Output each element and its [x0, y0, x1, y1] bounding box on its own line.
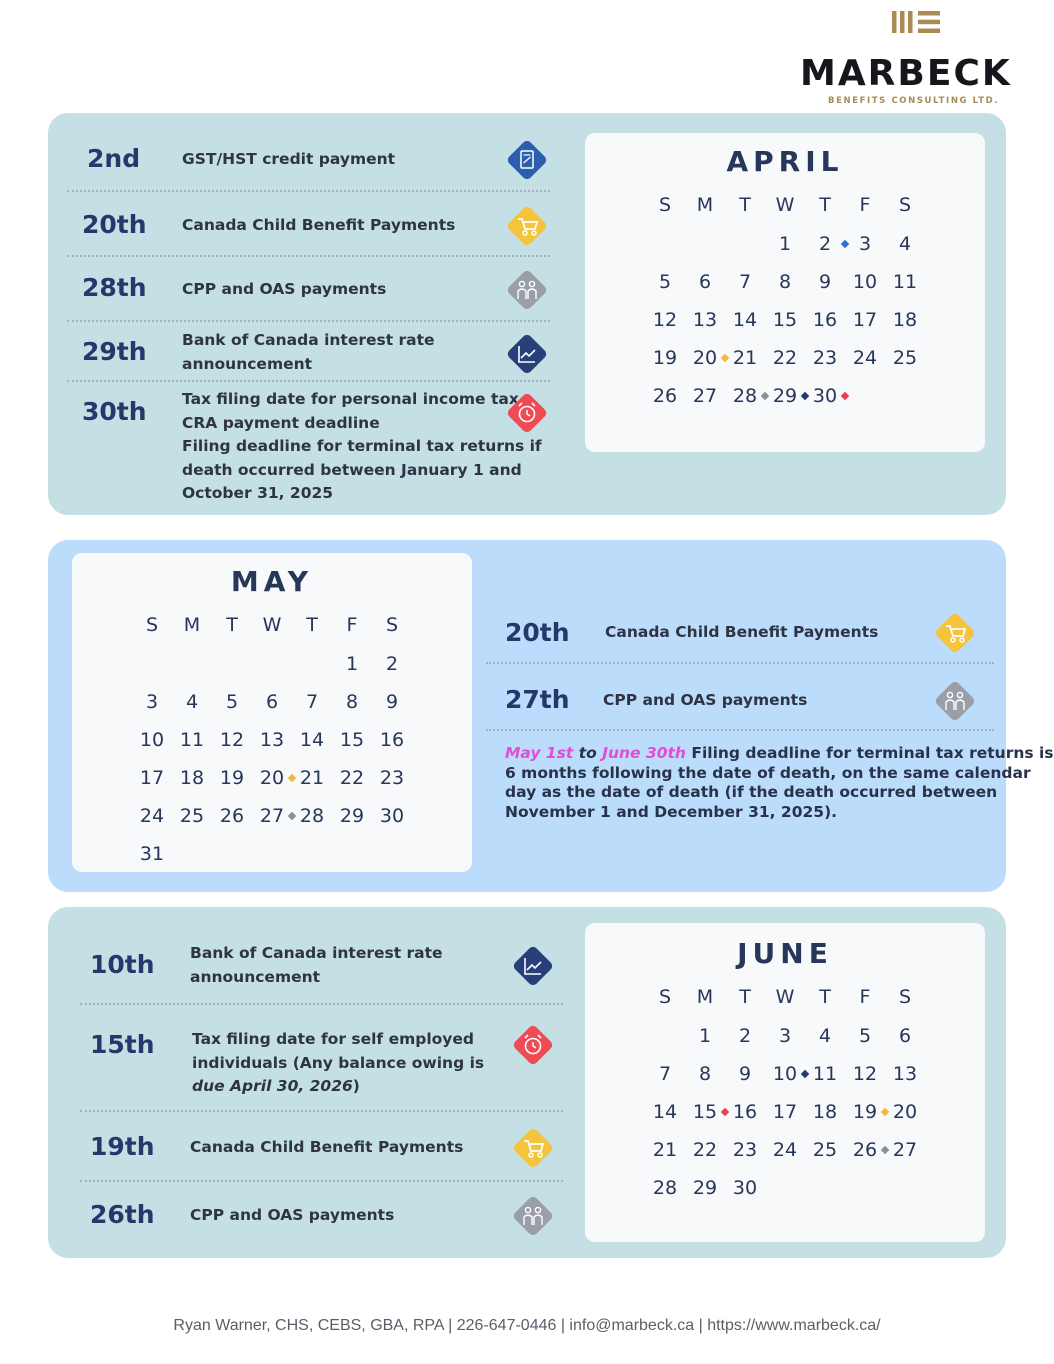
calendar-day: 3	[145, 691, 159, 713]
calendar-day: 28	[299, 805, 325, 827]
calendar-day: 26	[652, 385, 678, 407]
calendar-day: 3	[858, 233, 872, 255]
event-date: 28th	[82, 273, 147, 302]
calendar-month-title: JUNE	[737, 937, 833, 970]
calendar-day: 9	[738, 1063, 752, 1085]
seniors-icon	[502, 265, 552, 315]
event-description: GST/HST credit payment	[182, 150, 396, 168]
calendar-day: 11	[812, 1063, 838, 1085]
event-description: Canada Child Benefit Payments	[182, 216, 456, 234]
calendar-day: 18	[179, 767, 205, 789]
calendar-day: 8	[345, 691, 359, 713]
chart-trend-icon	[508, 941, 558, 991]
event-description: Bank of Canada interest rate announcement	[182, 331, 435, 373]
event-date: 20th	[82, 210, 147, 239]
calendar-day: 13	[692, 309, 718, 331]
calendar-day: 17	[852, 309, 878, 331]
divider	[486, 729, 994, 731]
event-description: CPP and OAS payments	[603, 691, 808, 709]
divider	[80, 1003, 563, 1005]
calendar-day: 14	[732, 309, 758, 331]
weekday-label: F	[859, 986, 871, 1008]
calendar-day: 21	[652, 1139, 678, 1161]
calendar-day: 17	[772, 1101, 798, 1123]
event-date: 10th	[90, 950, 155, 979]
calendar-grid	[645, 979, 925, 1207]
footer-contact: Ryan Warner, CHS, CEBS, GBA, RPA | 226-647-0446 | info@marbeck.ca | https://www.marbeck.ca/	[173, 1317, 881, 1334]
calendar-day: 28	[725, 377, 765, 415]
calendar-day: 18	[812, 1101, 838, 1123]
weekday-label: W	[262, 614, 282, 636]
weekday-label: S	[145, 614, 159, 636]
weekday-label: M	[183, 614, 201, 636]
calendar-day: 22	[772, 347, 798, 369]
divider	[67, 190, 550, 192]
calendar-day: 5	[858, 1025, 872, 1047]
event-date: 19th	[90, 1132, 155, 1161]
calendar-day: 12	[852, 1063, 878, 1085]
calendar-day: 3	[778, 1025, 792, 1047]
april-calendar	[585, 133, 985, 452]
event-marker	[841, 392, 849, 400]
calendar-empty-cell	[725, 225, 765, 263]
divider	[80, 1110, 563, 1112]
calendar-day: 25	[892, 347, 918, 369]
calendar-day: 30	[732, 1177, 758, 1199]
calendar-day: 4	[185, 691, 199, 713]
calendar-day: 20	[892, 1101, 918, 1123]
weekday-label: T	[226, 614, 238, 636]
divider	[486, 662, 994, 664]
calendar-day: 9	[818, 271, 832, 293]
weekday-label: S	[898, 194, 912, 216]
alarm-clock-icon	[508, 1020, 558, 1070]
calendar-day: 30	[805, 377, 845, 415]
weekday-label: T	[306, 614, 318, 636]
calendar-day: 16	[812, 309, 838, 331]
chart-trend-icon	[502, 329, 552, 379]
event-date: 2nd	[87, 144, 141, 173]
calendar-day: 23	[379, 767, 405, 789]
terminal-return-note: May 1st to June 30th Filing deadline for terminal tax returns is 6 months following the date of death, on the same calendar day as the date of death (if the death occurred between November 1 and December 31, 2025).	[505, 744, 1054, 821]
calendar-day: 13	[892, 1063, 918, 1085]
event-date: 15th	[90, 1030, 155, 1059]
calendar-day: 5	[225, 691, 239, 713]
event-date: 20th	[505, 618, 570, 647]
weekday-label: W	[775, 986, 795, 1008]
weekday-label: S	[898, 986, 912, 1008]
calendar-empty-cell	[132, 645, 172, 683]
calendar-day: 22	[692, 1139, 718, 1161]
calendar-day: 31	[139, 843, 165, 865]
calendar-day: 8	[778, 271, 792, 293]
calendar-day: 12	[652, 309, 678, 331]
calendar-day: 2	[385, 653, 399, 675]
calendar-month-title: MAY	[230, 565, 314, 598]
calendar-empty-cell	[645, 1017, 685, 1055]
weekday-label: F	[859, 194, 871, 216]
calendar-day: 15	[772, 309, 798, 331]
calendar-day: 7	[658, 1063, 672, 1085]
calendar-day: 12	[219, 729, 245, 751]
weekday-label: T	[819, 986, 831, 1008]
brand-name: MARBECK	[800, 53, 1012, 94]
calendar-grid	[645, 187, 925, 415]
alarm-clock-icon	[502, 388, 552, 438]
calendar-day: 24	[852, 347, 878, 369]
calendar-day: 10	[852, 271, 878, 293]
calendar-empty-cell	[252, 645, 292, 683]
calendar-empty-cell	[685, 225, 725, 263]
marbeck-logo-mark-icon	[880, 10, 940, 34]
calendar-day: 1	[778, 233, 792, 255]
calendar-day: 20	[252, 759, 292, 797]
event-description: Tax filing date for self employed individuals (Any balance owing is due April 30, 2026)	[192, 1030, 485, 1095]
weekday-label: M	[696, 194, 714, 216]
calendar-day: 22	[339, 767, 365, 789]
event-description: Canada Child Benefit Payments	[190, 1138, 464, 1156]
calendar-day: 25	[812, 1139, 838, 1161]
calendar-day: 10	[139, 729, 165, 751]
calendar-grid	[132, 607, 412, 873]
weekday-label: T	[739, 194, 751, 216]
calendar-day: 15	[339, 729, 365, 751]
calendar-day: 25	[179, 805, 205, 827]
stroller-icon	[508, 1123, 558, 1173]
weekday-label: T	[739, 986, 751, 1008]
calendar-day: 29	[692, 1177, 718, 1199]
calendar-day: 2	[805, 225, 845, 263]
calendar-day: 4	[898, 233, 912, 255]
calendar-day: 27	[892, 1139, 918, 1161]
calendar-day: 29	[765, 377, 805, 415]
weekday-label: S	[658, 194, 672, 216]
calendar-day: 6	[698, 271, 712, 293]
divider	[67, 380, 550, 382]
calendar-day: 4	[818, 1025, 832, 1047]
calendar-day: 9	[385, 691, 399, 713]
event-date: 26th	[90, 1200, 155, 1229]
calendar-day: 23	[812, 347, 838, 369]
calendar-day: 27	[692, 385, 718, 407]
calendar-day: 11	[179, 729, 205, 751]
calendar-empty-cell	[292, 645, 332, 683]
weekday-label: M	[696, 986, 714, 1008]
seniors-icon	[508, 1191, 558, 1241]
calendar-day: 20	[685, 339, 725, 377]
divider	[80, 1180, 563, 1182]
calendar-day: 5	[658, 271, 672, 293]
calendar-day: 1	[345, 653, 359, 675]
calendar-day: 23	[732, 1139, 758, 1161]
june-calendar	[585, 923, 985, 1242]
divider	[67, 320, 550, 322]
calendar-empty-cell	[645, 225, 685, 263]
calendar-day: 24	[139, 805, 165, 827]
weekday-label: S	[658, 986, 672, 1008]
calendar-month-title: APRIL	[726, 145, 844, 178]
calendar-day: 1	[698, 1025, 712, 1047]
calendar-day: 16	[732, 1101, 758, 1123]
calendar-day: 6	[898, 1025, 912, 1047]
seniors-icon	[930, 676, 980, 726]
stroller-icon	[930, 608, 980, 658]
event-description: Canada Child Benefit Payments	[605, 623, 879, 641]
calendar-day: 21	[299, 767, 325, 789]
receipt-icon	[502, 135, 552, 185]
stroller-icon	[502, 201, 552, 251]
calendar-day: 30	[379, 805, 405, 827]
calendar-day: 26	[845, 1131, 885, 1169]
calendar-day: 16	[379, 729, 405, 751]
event-date: 27th	[505, 685, 570, 714]
calendar-empty-cell	[172, 645, 212, 683]
calendar-day: 8	[698, 1063, 712, 1085]
calendar-day: 19	[652, 347, 678, 369]
weekday-label: W	[775, 194, 795, 216]
event-description: CPP and OAS payments	[182, 280, 387, 298]
calendar-day: 19	[845, 1093, 885, 1131]
event-description: CPP and OAS payments	[190, 1206, 395, 1224]
calendar-day: 7	[738, 271, 752, 293]
calendar-day: 7	[305, 691, 319, 713]
calendar-day: 14	[652, 1101, 678, 1123]
calendar-day: 10	[765, 1055, 805, 1093]
calendar-day: 29	[339, 805, 365, 827]
weekday-label: T	[819, 194, 831, 216]
calendar-day: 27	[252, 797, 292, 835]
calendar-day: 28	[652, 1177, 678, 1199]
weekday-label: S	[385, 614, 399, 636]
weekday-label: F	[346, 614, 358, 636]
calendar-day: 11	[892, 271, 918, 293]
calendar-day: 17	[139, 767, 165, 789]
calendar-day: 19	[219, 767, 245, 789]
calendar-day: 18	[892, 309, 918, 331]
event-description: Tax filing date for personal income tax CRA payment deadline Filing deadline for terminal tax returns if death occurred between January 1 and October 31, 2025	[182, 390, 542, 502]
event-date: 30th	[82, 397, 147, 426]
calendar-day: 13	[259, 729, 285, 751]
calendar-day: 15	[685, 1093, 725, 1131]
calendar-day: 14	[299, 729, 325, 751]
calendar-empty-cell	[212, 645, 252, 683]
calendar-day: 21	[732, 347, 758, 369]
may-calendar	[72, 553, 472, 872]
calendar-day: 24	[772, 1139, 798, 1161]
divider	[67, 255, 550, 257]
calendar-day: 26	[219, 805, 245, 827]
brand-tagline: BENEFITS CONSULTING LTD.	[828, 96, 1000, 106]
calendar-day: 6	[265, 691, 279, 713]
event-description: Bank of Canada interest rate announcement	[190, 944, 443, 986]
event-date: 29th	[82, 337, 147, 366]
calendar-day: 2	[738, 1025, 752, 1047]
